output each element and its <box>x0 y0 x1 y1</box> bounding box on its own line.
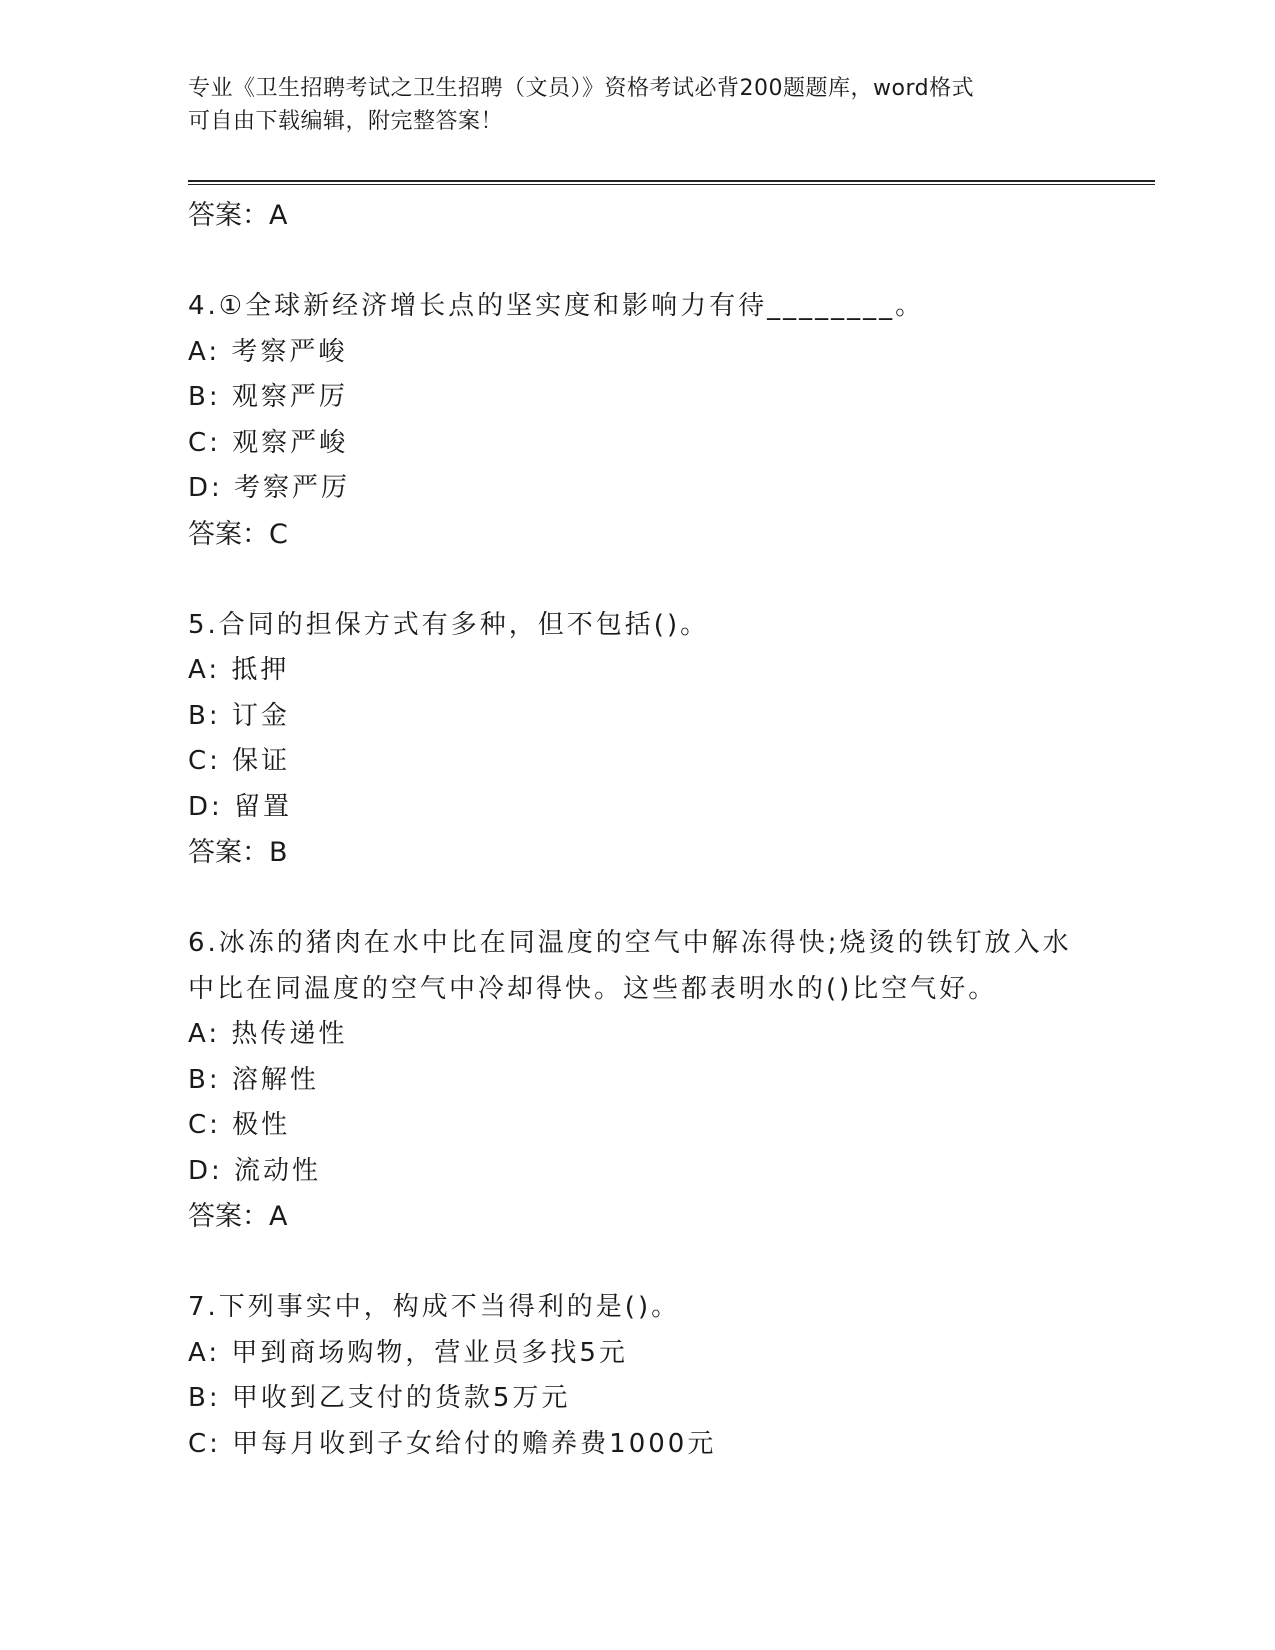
header-title-line2: 可自由下载编辑，附完整答案！ <box>188 109 504 134</box>
question-stem: 7.下列事实中，构成不当得利的是()。 <box>188 1292 681 1322</box>
option-c: C: 甲每月收到子女给付的赡养费1000元 <box>188 1428 717 1459</box>
header-title-line1: 专业《卫生招聘考试之卫生招聘（文员）》资格考试必背200题题库，word格式 <box>188 76 975 101</box>
question-stem: 4.①全球新经济增长点的坚实度和影响力有待________。 <box>188 291 925 321</box>
answer-q5: 答案：B <box>188 837 288 868</box>
option-b: B: 溶解性 <box>188 1064 319 1095</box>
answer-q4: 答案：C <box>188 518 288 550</box>
spacer <box>188 557 1088 603</box>
option-d: D: 考察严厉 <box>188 473 351 503</box>
option-d: D: 留置 <box>188 791 293 822</box>
option-b: B: 观察严厉 <box>188 382 348 412</box>
question-stem-line2: 中比在同温度的空气中冷却得快。这些都表明水的()比空气好。 <box>188 973 998 1004</box>
document-header <box>188 72 1088 138</box>
question-6 <box>188 921 1088 1240</box>
question-stem: 5.合同的担保方式有多种，但不包括()。 <box>188 609 710 640</box>
question-7 <box>188 1285 1088 1467</box>
answer-q3: 答案：A <box>188 200 288 231</box>
question-4 <box>188 284 1088 557</box>
option-a: A: 热传递性 <box>188 1019 348 1049</box>
spacer <box>188 876 1088 922</box>
option-a: A: 甲到商场购物，营业员多找5元 <box>188 1337 628 1368</box>
header-divider-thin <box>188 184 1155 185</box>
question-list <box>188 193 1088 1467</box>
option-b: B: 订金 <box>188 700 290 731</box>
option-c: C: 观察严峻 <box>188 427 349 458</box>
option-a: A: 考察严峻 <box>188 336 348 367</box>
option-d: D: 流动性 <box>188 1155 322 1186</box>
header-divider-thick <box>188 180 1155 182</box>
answer-q6: 答案：A <box>188 1201 288 1232</box>
question-stem-line1: 6.冰冻的猪肉在水中比在同温度的空气中解冻得快;烧烫的铁钉放入水 <box>188 928 1072 958</box>
spacer <box>188 239 1088 285</box>
question-5 <box>188 603 1088 876</box>
option-b: B: 甲收到乙支付的货款5万元 <box>188 1383 571 1413</box>
option-a: A: 抵押 <box>188 655 290 685</box>
spacer <box>188 1240 1088 1286</box>
option-c: C: 极性 <box>188 1110 291 1140</box>
option-c: C: 保证 <box>188 746 291 776</box>
